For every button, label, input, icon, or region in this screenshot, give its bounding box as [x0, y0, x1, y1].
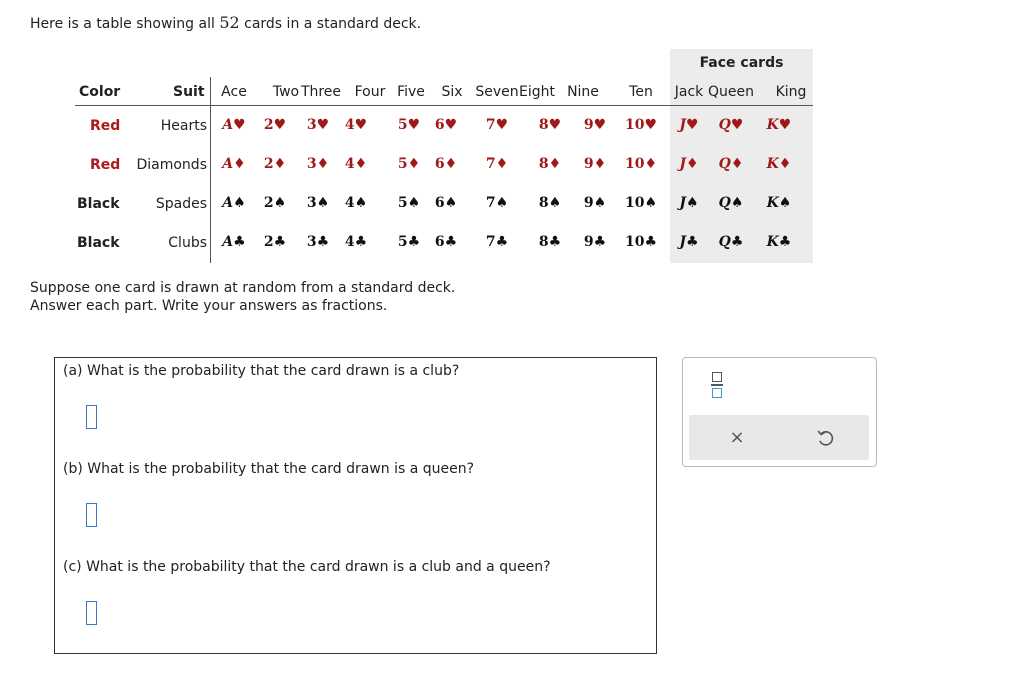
intro-number: 52 — [219, 13, 240, 32]
question-b: (b) What is the probability that the card drawn is a queen? — [63, 461, 475, 477]
row-color-clubs: Black — [77, 235, 120, 251]
card-a-hearts: A♥ — [222, 117, 246, 133]
card-3-diamonds: 3♦ — [306, 156, 330, 172]
palette-action-bar — [689, 415, 869, 460]
card-9-hearts: 9♥ — [583, 117, 607, 133]
card-5-hearts: 5♥ — [397, 117, 421, 133]
card-8-hearts: 8♥ — [538, 117, 562, 133]
card-5-spades: 5♠ — [397, 195, 421, 211]
rank-header-two: Two — [272, 84, 300, 100]
card-a-clubs: A♣ — [222, 234, 246, 250]
rank-header-five: Five — [397, 84, 425, 100]
card-j-hearts: J♥ — [679, 117, 699, 133]
card-4-diamonds: 4♦ — [344, 156, 368, 172]
card-8-spades: 8♠ — [538, 195, 562, 211]
card-6-diamonds: 6♦ — [434, 156, 458, 172]
question-a: (a) What is the probability that the card drawn is a club? — [63, 363, 460, 379]
card-7-clubs: 7♣ — [485, 234, 509, 250]
card-a-diamonds: A♦ — [222, 156, 246, 172]
rank-header-king: King — [775, 84, 807, 100]
card-q-spades: Q♠ — [718, 195, 744, 211]
instructions-line-1: Suppose one card is drawn at random from a standard deck. — [30, 280, 456, 296]
intro-suffix: cards in a standard deck. — [239, 16, 422, 32]
header-divider — [75, 105, 813, 106]
card-8-diamonds: 8♦ — [538, 156, 562, 172]
card-k-diamonds: K♦ — [766, 156, 792, 172]
card-4-spades: 4♠ — [344, 195, 368, 211]
card-k-clubs: K♣ — [766, 234, 792, 250]
instructions — [30, 279, 455, 315]
card-2-diamonds: 2♦ — [263, 156, 287, 172]
row-suit-spades: Spades — [155, 196, 207, 212]
row-suit-hearts: Hearts — [160, 118, 207, 134]
card-j-diamonds: J♦ — [679, 156, 699, 172]
card-2-hearts: 2♥ — [263, 117, 287, 133]
card-6-hearts: 6♥ — [434, 117, 458, 133]
rank-header-four: Four — [354, 84, 386, 100]
instructions-line-2: Answer each part. Write your answers as fractions. — [30, 298, 388, 314]
card-4-clubs: 4♣ — [344, 234, 368, 250]
card-q-clubs: Q♣ — [718, 234, 744, 250]
card-9-clubs: 9♣ — [583, 234, 607, 250]
card-7-spades: 7♠ — [485, 195, 509, 211]
rank-header-three: Three — [300, 84, 342, 100]
card-k-hearts: K♥ — [766, 117, 792, 133]
fraction-icon[interactable] — [711, 372, 723, 400]
math-palette — [682, 357, 877, 467]
face-cards-label: Face cards — [699, 55, 784, 71]
card-3-spades: 3♠ — [306, 195, 330, 211]
card-j-clubs: J♣ — [679, 234, 699, 250]
card-7-hearts: 7♥ — [485, 117, 509, 133]
rank-header-six: Six — [441, 84, 463, 100]
card-j-spades: J♠ — [679, 195, 699, 211]
card-5-diamonds: 5♦ — [397, 156, 421, 172]
rank-header-queen: Queen — [708, 84, 754, 100]
card-9-spades: 9♠ — [583, 195, 607, 211]
intro-text — [30, 13, 421, 32]
row-suit-diamonds: Diamonds — [136, 157, 207, 173]
intro-prefix: Here is a table showing all — [30, 16, 220, 32]
card-2-spades: 2♠ — [263, 195, 287, 211]
card-8-clubs: 8♣ — [538, 234, 562, 250]
rank-header-nine: Nine — [567, 84, 599, 100]
rank-header-ten: Ten — [629, 84, 653, 100]
card-10-clubs: 10♣ — [624, 234, 658, 250]
card-6-spades: 6♠ — [434, 195, 458, 211]
rank-header-seven: Seven — [475, 84, 519, 100]
rank-header-ace: Ace — [221, 84, 247, 100]
row-color-diamonds: Red — [90, 157, 121, 173]
card-q-diamonds: Q♦ — [718, 156, 744, 172]
suit-header: Suit — [173, 84, 205, 100]
card-a-spades: A♠ — [222, 195, 246, 211]
card-k-spades: K♠ — [766, 195, 792, 211]
answer-c-input[interactable] — [86, 601, 97, 625]
card-10-spades: 10♠ — [624, 195, 658, 211]
row-suit-clubs: Clubs — [168, 235, 207, 251]
question-c: (c) What is the probability that the card drawn is a club and a queen? — [63, 559, 551, 575]
rank-header-jack: Jack — [674, 84, 704, 100]
card-10-hearts: 10♥ — [624, 117, 658, 133]
card-5-clubs: 5♣ — [397, 234, 421, 250]
row-color-spades: Black — [77, 196, 120, 212]
answer-b-input[interactable] — [86, 503, 97, 527]
undo-icon[interactable] — [814, 426, 838, 450]
close-icon[interactable]: × — [729, 427, 745, 448]
card-q-hearts: Q♥ — [718, 117, 744, 133]
card-2-clubs: 2♣ — [263, 234, 287, 250]
card-3-hearts: 3♥ — [306, 117, 330, 133]
card-3-clubs: 3♣ — [306, 234, 330, 250]
color-header: Color — [79, 84, 121, 100]
card-6-clubs: 6♣ — [434, 234, 458, 250]
question-panel — [54, 357, 657, 654]
row-color-hearts: Red — [90, 118, 121, 134]
card-9-diamonds: 9♦ — [583, 156, 607, 172]
answer-a-input[interactable] — [86, 405, 97, 429]
rank-header-eight: Eight — [519, 84, 555, 100]
card-4-hearts: 4♥ — [344, 117, 368, 133]
card-7-diamonds: 7♦ — [485, 156, 509, 172]
card-10-diamonds: 10♦ — [624, 156, 658, 172]
